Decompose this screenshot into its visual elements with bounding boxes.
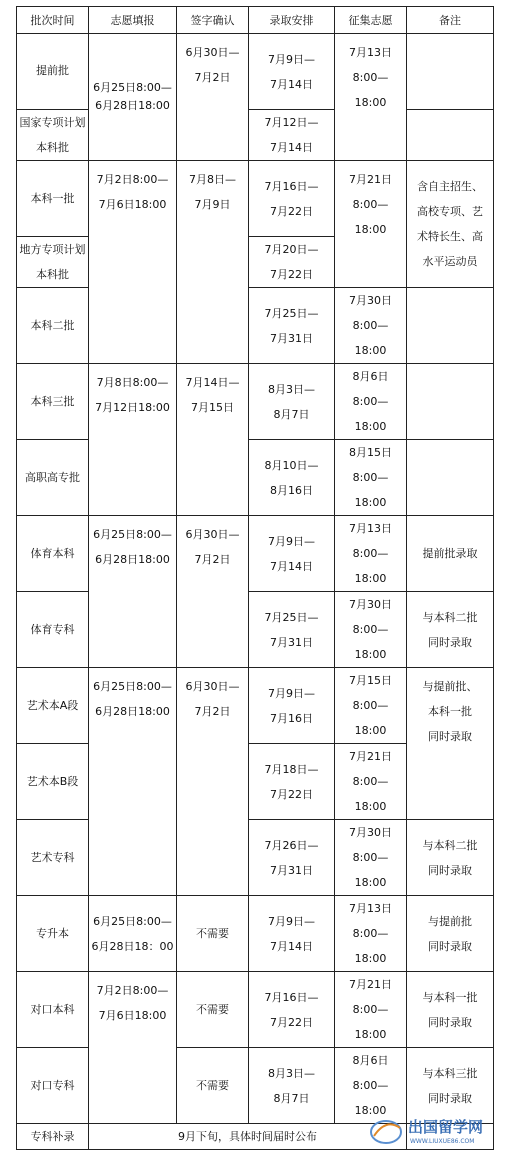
admit-cell: 8月3日— 8月7日 [249, 1048, 335, 1124]
logo-swoosh-icon [374, 1124, 400, 1136]
header-note: 备注 [407, 7, 494, 34]
batch-cell: 地方专项计划本科批 [17, 237, 89, 288]
confirm-cell: 不需要 [177, 1048, 249, 1124]
batch-cell: 提前批 [17, 34, 89, 110]
table-row [17, 668, 494, 744]
batch-cell: 本科二批 [17, 288, 89, 364]
fill-cell: 6月25日8:00— 6月28日18:00 [89, 34, 177, 161]
collect-cell: 7月13日 8:00— 18:00 [335, 516, 407, 592]
watermark-url: WWW.LIUXUE86.COM [410, 1138, 475, 1145]
admit-cell: 7月12日— 7月14日 [249, 110, 335, 161]
collect-cell: 7月30日 8:00— 18:00 [335, 820, 407, 896]
admit-cell: 8月10日— 8月16日 [249, 440, 335, 516]
batch-cell: 专科补录 [17, 1124, 89, 1150]
admit-cell: 7月9日— 7月14日 [249, 34, 335, 110]
table-row [17, 896, 494, 972]
collect-cell: 7月13日 8:00— 18:00 [335, 34, 407, 161]
batch-cell: 对口本科 [17, 972, 89, 1048]
batch-cell: 高职高专批 [17, 440, 89, 516]
batch-cell: 体育专科 [17, 592, 89, 668]
note-cell: 含自主招生、 高校专项、艺 术特长生、高 水平运动员 [407, 161, 494, 288]
collect-cell: 7月30日 8:00— 18:00 [335, 288, 407, 364]
fill-cell: 6月25日8:00— 6月28日18：00 [89, 896, 177, 972]
admit-cell: 7月25日— 7月31日 [249, 288, 335, 364]
admit-cell: 7月9日— 7月16日 [249, 668, 335, 744]
note-cell [407, 110, 494, 161]
admit-cell: 7月9日— 7月14日 [249, 896, 335, 972]
batch-cell: 艺术专科 [17, 820, 89, 896]
batch-cell: 本科三批 [17, 364, 89, 440]
admission-schedule-table [16, 6, 494, 1150]
watermark-name: 出国留学网 [408, 1118, 484, 1136]
note-cell: 与本科二批 同时录取 [407, 820, 494, 896]
note-cell: 提前批录取 [407, 516, 494, 592]
note-cell: 与提前批 同时录取 [407, 896, 494, 972]
table-row [17, 440, 494, 516]
confirm-cell: 7月8日— 7月9日 [177, 161, 249, 364]
confirm-cell: 6月30日— 7月2日 [177, 668, 249, 896]
fill-cell: 7月2日8:00— 7月6日18:00 [89, 972, 177, 1124]
admit-cell: 7月26日— 7月31日 [249, 820, 335, 896]
confirm-cell: 6月30日— 7月2日 [177, 516, 249, 668]
batch-cell: 体育本科 [17, 516, 89, 592]
confirm-cell: 不需要 [177, 972, 249, 1048]
note-cell: 与本科二批 同时录取 [407, 592, 494, 668]
table-row [17, 592, 494, 668]
header-fill: 志愿填报 [89, 7, 177, 34]
table-row [17, 364, 494, 440]
admit-cell: 7月9日— 7月14日 [249, 516, 335, 592]
admit-cell: 7月20日— 7月22日 [249, 237, 335, 288]
batch-cell: 对口专科 [17, 1048, 89, 1124]
footer-note: 9月下旬，具体时间届时公布 [89, 1124, 407, 1150]
collect-cell: 8月6日 8:00— 18:00 [335, 1048, 407, 1124]
table-row [17, 288, 494, 364]
note-cell [407, 34, 494, 110]
confirm-cell: 7月14日— 7月15日 [177, 364, 249, 516]
header-confirm: 签字确认 [177, 7, 249, 34]
fill-cell: 6月25日8:00— 6月28日18:00 [89, 516, 177, 668]
collect-cell: 8月6日 8:00— 18:00 [335, 364, 407, 440]
table-row [17, 110, 494, 161]
header-admit: 录取安排 [249, 7, 335, 34]
header-batch: 批次时间 [17, 7, 89, 34]
fill-cell: 7月2日8:00— 7月6日18:00 [89, 161, 177, 364]
batch-cell: 本科一批 [17, 161, 89, 237]
confirm-cell: 6月30日— 7月2日 [177, 34, 249, 161]
admit-cell: 7月16日— 7月22日 [249, 161, 335, 237]
table-row [17, 820, 494, 896]
batch-cell: 专升本 [17, 896, 89, 972]
note-cell: 与本科三批 同时录取 [407, 1048, 494, 1124]
note-cell [407, 440, 494, 516]
table-row [17, 34, 494, 110]
collect-cell: 7月21日 8:00— 18:00 [335, 744, 407, 820]
collect-cell: 8月15日 8:00— 18:00 [335, 440, 407, 516]
site-watermark-logo [366, 1108, 526, 1152]
batch-cell: 艺术本A段 [17, 668, 89, 744]
admit-cell: 7月16日— 7月22日 [249, 972, 335, 1048]
fill-cell: 6月25日8:00— 6月28日18:00 [89, 668, 177, 896]
table-row [17, 516, 494, 592]
collect-cell: 7月15日 8:00— 18:00 [335, 668, 407, 744]
fill-cell: 7月8日8:00— 7月12日18:00 [89, 364, 177, 516]
batch-cell: 国家专项计划本科批 [17, 110, 89, 161]
confirm-cell: 不需要 [177, 896, 249, 972]
collect-cell: 7月21日 8:00— 18:00 [335, 161, 407, 288]
note-cell: 与提前批、 本科一批 同时录取 [407, 668, 494, 820]
note-cell [407, 288, 494, 364]
batch-cell: 艺术本B段 [17, 744, 89, 820]
admit-cell: 7月18日— 7月22日 [249, 744, 335, 820]
admit-cell: 8月3日— 8月7日 [249, 364, 335, 440]
collect-cell: 7月30日 8:00— 18:00 [335, 592, 407, 668]
collect-cell: 7月21日 8:00— 18:00 [335, 972, 407, 1048]
note-cell [407, 364, 494, 440]
collect-cell: 7月13日 8:00— 18:00 [335, 896, 407, 972]
admit-cell: 7月25日— 7月31日 [249, 592, 335, 668]
note-cell: 与本科一批 同时录取 [407, 972, 494, 1048]
header-row [17, 7, 494, 34]
header-collect: 征集志愿 [335, 7, 407, 34]
table-row [17, 972, 494, 1048]
table-row [17, 161, 494, 237]
